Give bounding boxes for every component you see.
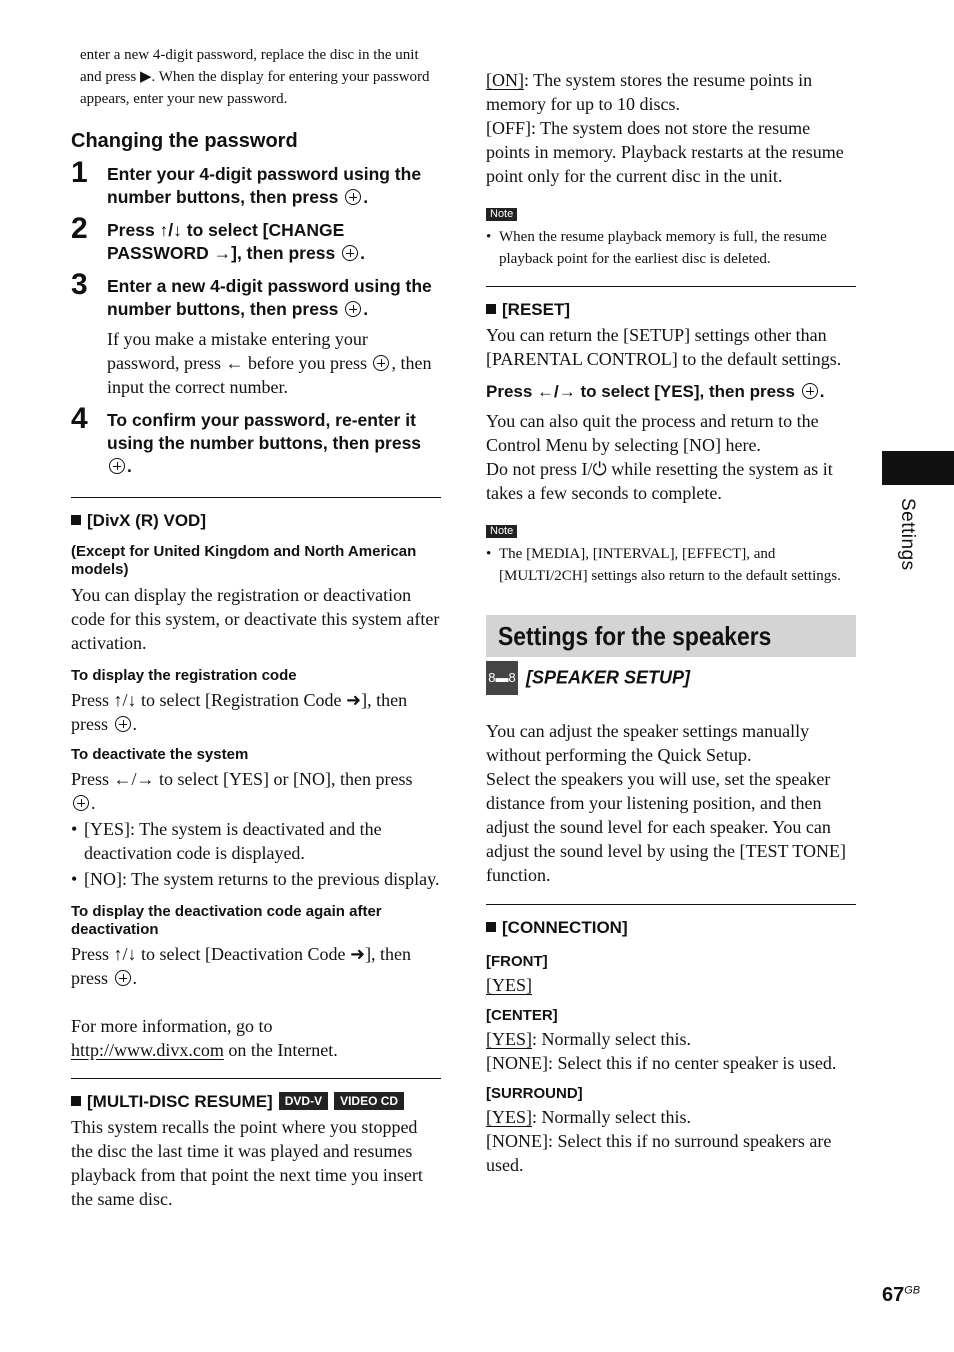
note-text: • When the resume playback memory is full, the resume playback point for the earliest disc is deleted.: [486, 226, 856, 270]
right-arrow-icon: ➜: [349, 944, 366, 964]
enter-button-icon: [115, 716, 131, 732]
more-info-text: For more information, go to: [71, 1016, 273, 1036]
surround-none: [NONE]: Select this if no surround speakers are used.: [486, 1131, 832, 1175]
more-info-line: http://www.divx.com on the Internet.: [71, 1040, 338, 1060]
divx-body: You can display the registration or deactivation code for this system, or deactivate this system after activation.: [71, 585, 440, 653]
connection-heading: [CONNECTION]: [486, 917, 856, 939]
deactivation-again-heading: To display the deactivation code again after deactivation: [71, 903, 382, 938]
divider: [71, 1078, 441, 1079]
square-bullet-icon: [486, 304, 496, 314]
divx-heading: [DivX (R) VOD]: [71, 510, 441, 532]
center-yes: [YES]: Normally select this.: [486, 1029, 691, 1049]
reset-heading: [RESET]: [486, 299, 856, 321]
enter-button-icon: [342, 245, 358, 261]
note-badge: Note: [486, 525, 517, 538]
bullet-no: • [NO]: The system returns to the previous display.: [71, 867, 441, 891]
note-text: • The [MEDIA], [INTERVAL], [EFFECT], and [MULTI/2CH] settings also return to the default settings.: [486, 543, 856, 587]
reset-quit-text: You can also quit the process and return to the Control Menu by selecting [NO] here.: [486, 411, 819, 455]
intro-text: enter a new 4-digit password, replace the disc in the unit and press ▶. When the display for entering your password appears, enter your new password.: [80, 47, 430, 107]
square-bullet-icon: [71, 1096, 81, 1106]
left-column: [71, 44, 441, 1211]
divx-link[interactable]: http://www.divx.com: [71, 1040, 224, 1060]
square-bullet-icon: [486, 922, 496, 932]
bullet-yes: • [YES]: The system is deactivated and the deactivation code is displayed.: [71, 817, 441, 865]
note-block: [486, 521, 856, 587]
step-3: 3 Enter a new 4-digit password using the number buttons, then press . If you make a mistake entering your password, press ← before you press , then input the correct number.: [71, 275, 441, 399]
changing-password-heading: Changing the password: [71, 130, 298, 152]
divx-subheading: (Except for United Kingdom and North American models): [71, 543, 417, 578]
deactivation-again-instruction: Press ↑/↓ to select [Deactivation Code ➜], then press .: [71, 944, 412, 988]
surround-yes: [YES]: Normally select this.: [486, 1107, 691, 1127]
reset-body: You can return the [SETUP] settings other than [PARENTAL CONTROL] to the default settings.: [486, 325, 842, 369]
step-number: 2: [71, 212, 88, 245]
step-4: 4 To confirm your password, re-enter it using the number buttons, then press .: [71, 402, 422, 476]
surround-heading: [SURROUND]: [486, 1085, 583, 1102]
on-option: [ON]: [486, 70, 524, 90]
left-arrow-icon: ←: [225, 353, 244, 373]
center-heading: [CENTER]: [486, 1007, 558, 1024]
page-number: $67^{GB}$: [882, 1284, 921, 1306]
speakers-banner: Settings for the speakers: [486, 615, 856, 657]
note-badge: Note: [486, 208, 517, 221]
step-1: 1 Enter your 4-digit password using the number buttons, then press .: [71, 156, 422, 207]
power-icon: I/⏻: [581, 459, 607, 479]
front-yes: [YES]: [486, 975, 532, 995]
left-right-arrow-icon: ←/→: [113, 769, 155, 789]
resume-off-text: [OFF]: The system does not store the resume points in memory. Playback restarts at the resume point only for the current disc in the unit.: [486, 118, 844, 186]
step-2: 2 Press ↑/↓ to select [CHANGE PASSWORD →], then press .: [71, 212, 365, 263]
video-cd-badge: VIDEO CD: [334, 1092, 404, 1110]
speakers-body-1: You can adjust the speaker settings manually without performing the Quick Setup.: [486, 721, 810, 765]
step-number: 4: [71, 402, 88, 435]
center-none: [NONE]: Select this if no center speaker is used.: [486, 1053, 837, 1073]
enter-button-icon: [73, 795, 89, 811]
play-icon: ▶: [140, 69, 152, 85]
dvd-v-badge: DVD-V: [279, 1092, 328, 1110]
enter-button-icon: [115, 970, 131, 986]
up-down-arrow-icon: ↑/↓: [113, 944, 137, 964]
enter-button-icon: [345, 189, 361, 205]
divider: [486, 286, 856, 287]
up-down-arrow-icon: ↑/↓: [113, 690, 137, 710]
front-heading: [FRONT]: [486, 953, 548, 970]
right-column: [486, 68, 856, 1177]
multi-disc-heading: [MULTI-DISC RESUME] DVD-V VIDEO CD: [71, 1091, 441, 1113]
multi-disc-body: This system recalls the point where you stopped the disc the last time it was played and resumes playback from that point the next time you insert the same disc.: [71, 1117, 423, 1209]
resume-on-text: [ON]: The system stores the resume points in memory for up to 10 discs.: [486, 70, 813, 114]
speakers-body-2: Select the speakers you will use, set the speaker distance from your listening position, and then adjust the sound level for each speaker. You can adjust the sound level by using the [TEST TONE] function.: [486, 769, 846, 885]
deactivate-instruction: Press ←/→ to select [YES] or [NO], then press .: [71, 769, 413, 813]
note-block: [486, 204, 856, 270]
reset-instruction: Press ←/→ to select [YES], then press .: [486, 382, 825, 401]
step-number: 3: [71, 268, 88, 301]
enter-button-icon: [345, 301, 361, 317]
reset-warning-text: Do not press I/⏻ while resetting the system as it takes a few seconds to complete.: [486, 459, 833, 503]
right-arrow-icon: ➜: [345, 690, 362, 710]
divider: [486, 904, 856, 905]
registration-heading: To display the registration code: [71, 667, 297, 684]
step-number: 1: [71, 156, 88, 189]
page-suffix: GB: [904, 1284, 921, 1297]
deactivate-heading: To deactivate the system: [71, 746, 249, 763]
side-tab-label: Settings: [897, 498, 918, 571]
left-right-arrow-icon: ←/→: [537, 382, 576, 401]
divider: [71, 497, 441, 498]
step-3-body: If you make a mistake entering your password, press ← before you press , then input the correct number.: [107, 329, 432, 397]
enter-button-icon: [373, 355, 389, 371]
enter-button-icon: [109, 458, 125, 474]
speaker-setup-heading: 8▬8 [SPEAKER SETUP]: [486, 661, 856, 695]
enter-button-icon: [802, 383, 818, 399]
square-bullet-icon: [71, 515, 81, 525]
speaker-setup-icon: 8▬8: [486, 661, 518, 695]
registration-instruction: Press ↑/↓ to select [Registration Code ➜], then press .: [71, 690, 408, 734]
up-down-arrow-icon: ↑/↓: [159, 220, 182, 240]
side-tab-marker: [882, 451, 954, 485]
